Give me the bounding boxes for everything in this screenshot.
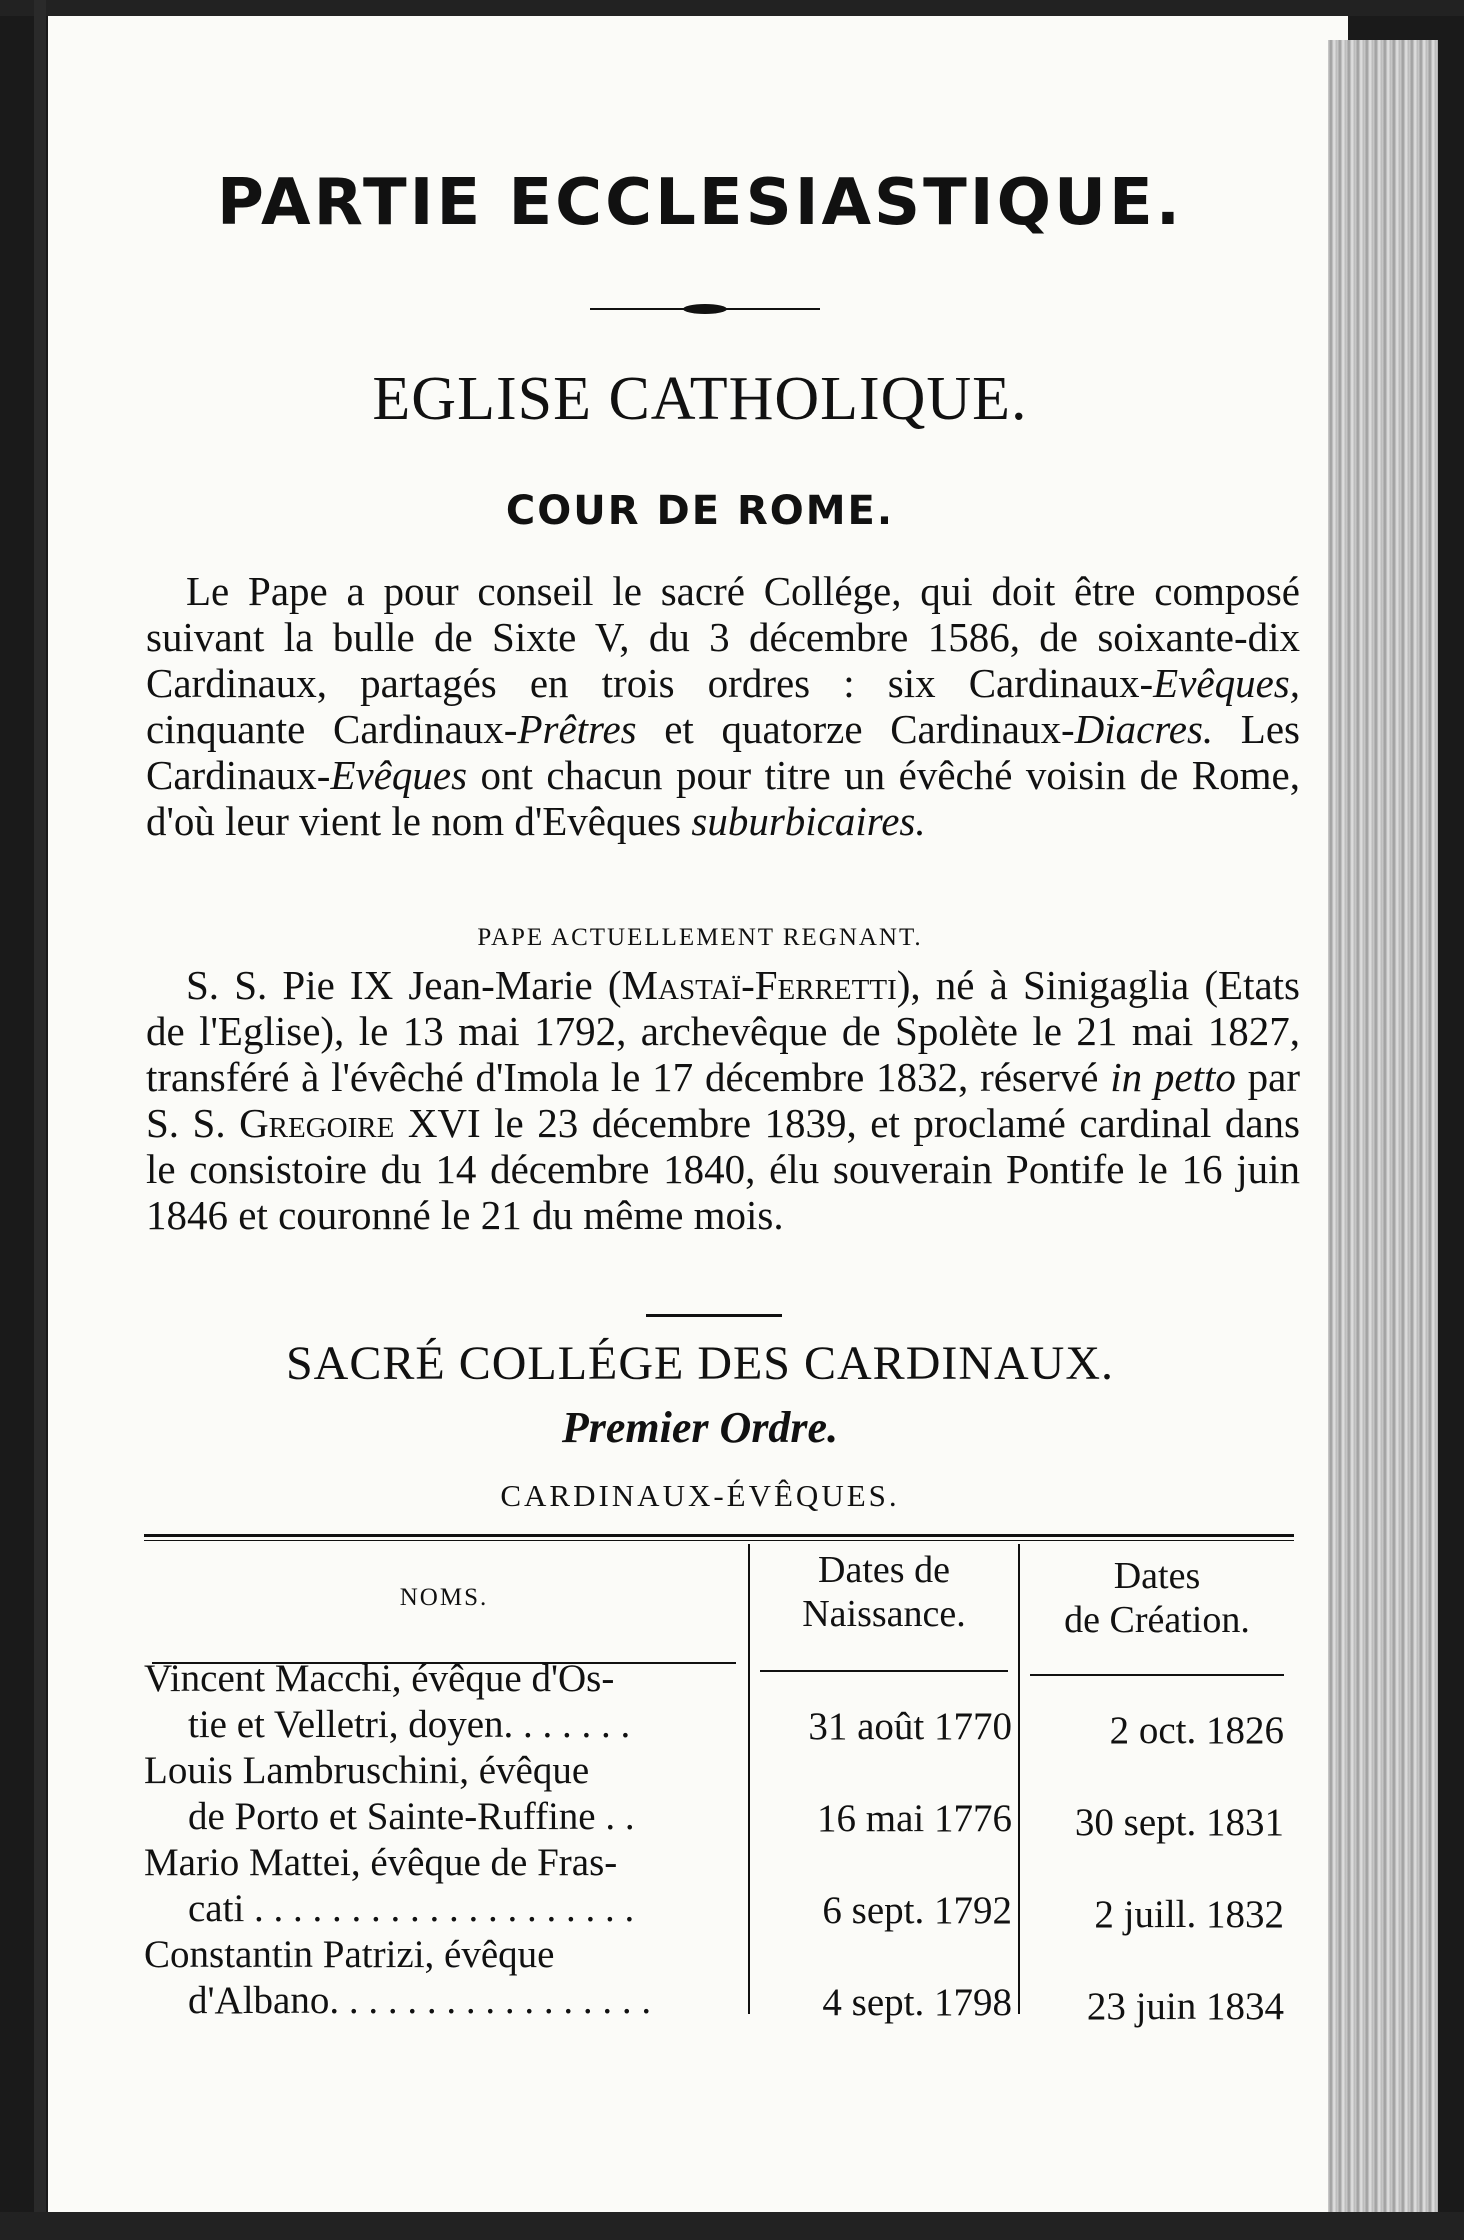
birth-date: 16 mai 1776 [817, 1797, 1012, 1840]
cardinal-name: Vincent Macchi, évêque d'Os- tie et Velletri, doyen. . . . . . . [144, 1657, 631, 1746]
birth-date: 6 sept. 1792 [822, 1889, 1012, 1932]
page-gutter-shadow [34, 0, 46, 2240]
creation-date: 30 sept. 1831 [1074, 1801, 1284, 1844]
cardinal-name: Mario Mattei, évêque de Fras- cati . . . . . . . . . . . . . . . . . . . . [144, 1841, 635, 1930]
header-creation: Dates de Création. [1064, 1555, 1250, 1641]
cardinals-table [144, 1534, 1294, 2044]
pope-heading: PAPE ACTUELLEMENT REGNANT. [477, 924, 923, 951]
scan-top-border [0, 0, 1464, 16]
cardinal-name: Louis Lambruschini, évêque de Porto et Sainte-Ruffine . . [144, 1749, 635, 1838]
pope-paragraph: S. S. Pie IX Jean-Marie (Mastaï-Ferretti), né à Sinigaglia (Etats de l'Eglise), le 13 mai 1792, archevêque de Spolète le 21 mai 1827, transféré à l'évêché d'Imola le 17 décembre 1832, réservé in petto par S. S. Gregoire XVI le 23 décembre 1839, et proclamé cardinal dans le consistoire du 14 décembre 1840, élu souverain Pontife le 16 juin 1846 et couronné le 21 du même mois. [146, 962, 1301, 1238]
order-heading: Premier Ordre. [561, 1403, 839, 1452]
college-heading: SACRÉ COLLÉGE DES CARDINAUX. [285, 1337, 1114, 1390]
intro-paragraph: Le Pape a pour conseil le sacré Collége, qui doit être composé suivant la bulle de Sixte V, du 3 décembre 1586, de soixante-dix Cardinaux, partagés en trois ordres : six Cardinaux-Evêques, cinquante Cardinaux-Prêtres et quatorze Cardinaux-Diacres. Les Cardinaux-Evêques ont chacun pour titre un évêché voisin de Rome, d'où leur vient le nom d'Evêques suburbicaires. [146, 568, 1300, 844]
church-heading: EGLISE CATHOLIQUE. [372, 365, 1028, 433]
birth-date: 4 sept. 1798 [822, 1981, 1012, 2024]
creation-date: 2 oct. 1826 [1109, 1709, 1284, 1752]
creation-date: 2 juill. 1832 [1094, 1893, 1284, 1936]
group-heading: CARDINAUX-ÉVÊQUES. [500, 1478, 900, 1513]
book-page [48, 16, 1348, 2220]
header-birth: Dates de Naissance. [802, 1549, 966, 1635]
header-underline [1030, 1674, 1284, 1676]
header-names: NOMS. [399, 1584, 489, 1611]
page-title: PARTIE ECCLESIASTIQUE. [217, 166, 1183, 240]
table-top-rule-thin [144, 1540, 1294, 1541]
ornament-divider [590, 302, 820, 316]
birth-date: 31 août 1770 [808, 1705, 1012, 1748]
section-heading: COUR DE ROME. [505, 488, 895, 534]
creation-date: 23 juin 1834 [1086, 1985, 1284, 2028]
section-divider [646, 1314, 782, 1317]
scan-bottom-border [0, 2212, 1464, 2240]
cardinal-name: Constantin Patrizi, évêque d'Albano. . . . . . . . . . . . . . . . . [144, 1933, 652, 2022]
table-top-rule [144, 1534, 1294, 1537]
page-stack-edge [1328, 40, 1438, 2240]
header-underline [760, 1670, 1008, 1672]
